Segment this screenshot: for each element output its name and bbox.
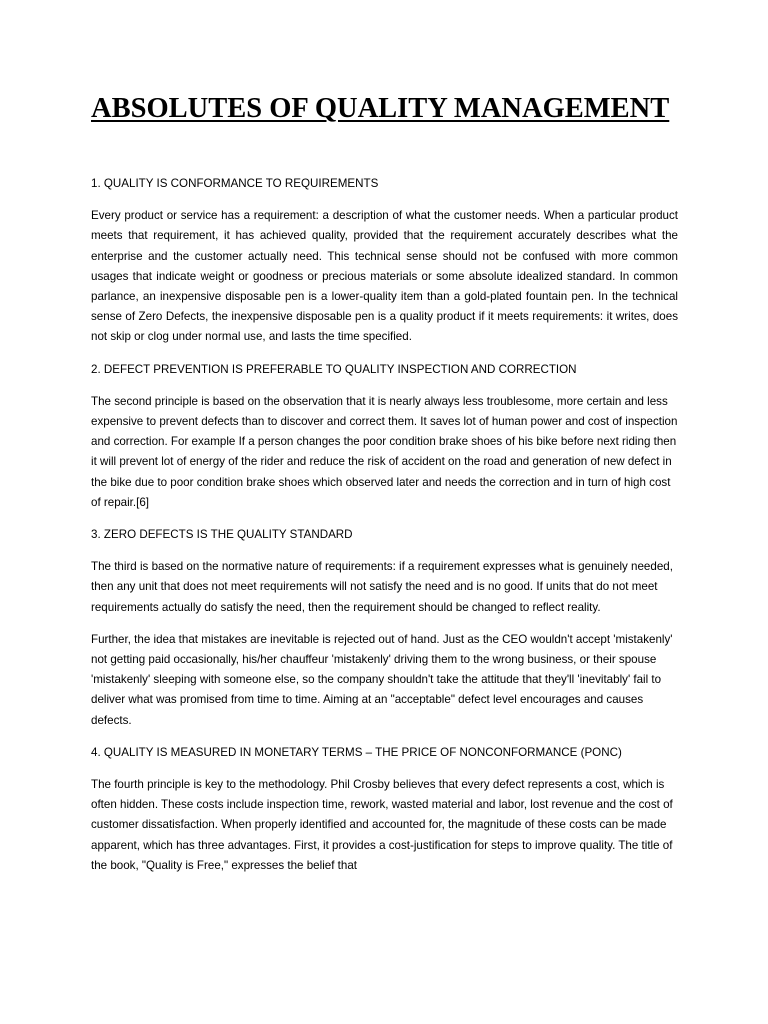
document-body	[91, 174, 678, 888]
section-defect-prevention	[91, 360, 678, 513]
section-zero-defects	[91, 525, 678, 731]
section-paragraph: Every product or service has a requirement: a description of what the customer needs. When a particular product meets that requirement, it has achieved quality, provided that the requirement accurately describes what the enterprise and the customer actually need. This technical sense should not be confused with more common usages that indicate weight or goodness or precious materials or some absolute idealized standard. In common parlance, an inexpensive disposable pen is a lower-quality item than a gold-plated fountain pen. In the technical sense of Zero Defects, the inexpensive disposable pen is a quality product if it meets requirements: it writes, does not skip or clog under normal use, and lasts the time specified.	[91, 209, 678, 344]
section-heading: 4. QUALITY IS MEASURED IN MONETARY TERMS – THE PRICE OF NONCONFORMANCE (PONC)	[91, 745, 622, 759]
section-heading: 3. ZERO DEFECTS IS THE QUALITY STANDARD	[91, 528, 353, 542]
section-paragraph: The fourth principle is key to the methodology. Phil Crosby believes that every defect represents a cost, which is often hidden. These costs include inspection time, rework, wasted material and labor, lost revenue and the cost of customer dissatisfaction. When properly identified and accounted for, the magnitude of these costs can be made apparent, which has three advantages. First, it provides a cost-justification for steps to improve quality. The title of the book, "Quality is Free," expresses the belief that	[91, 778, 673, 872]
section-conformance	[91, 174, 678, 348]
section-paragraph: The second principle is based on the observation that it is nearly always less troublesome, more certain and less expensive to prevent defects than to discover and correct them. It saves lot of human power and cost of inspection and correction. For example If a person changes the poor condition brake shoes of his bike before next riding then it will prevent lot of energy of the rider and reduce the risk of accident on the road and generation of new defect in the bike due to poor condition brake shoes which observed later and needs the correction and in turn of high cost of repair.[6]	[91, 394, 678, 509]
section-heading: 1. QUALITY IS CONFORMANCE TO REQUIREMENTS	[91, 177, 379, 190]
section-monetary-terms	[91, 743, 678, 876]
section-heading: 2. DEFECT PREVENTION IS PREFERABLE TO QUALITY INSPECTION AND CORRECTION	[91, 362, 577, 376]
section-paragraph: The third is based on the normative nature of requirements: if a requirement expresses what is genuinely needed, then any unit that does not meet requirements will not satisfy the need and is no good. If units that do not meet requirements actually do satisfy the need, then the requirement should be changed to reflect reality.	[91, 560, 673, 614]
section-paragraph: Further, the idea that mistakes are inevitable is rejected out of hand. Just as the CEO wouldn't accept 'mistakenly' not getting paid occasionally, his/her chauffeur 'mistakenly' driving them to the wrong business, or their spouse 'mistakenly' sleeping with someone else, so the company shouldn't take the attitude that they'll 'inevitably' fail to deliver what was promised from time to time. Aiming at an "acceptable" defect level encourages and causes defects.	[91, 632, 673, 727]
document-title: ABSOLUTES OF QUALITY MANAGEMENT	[91, 93, 670, 124]
